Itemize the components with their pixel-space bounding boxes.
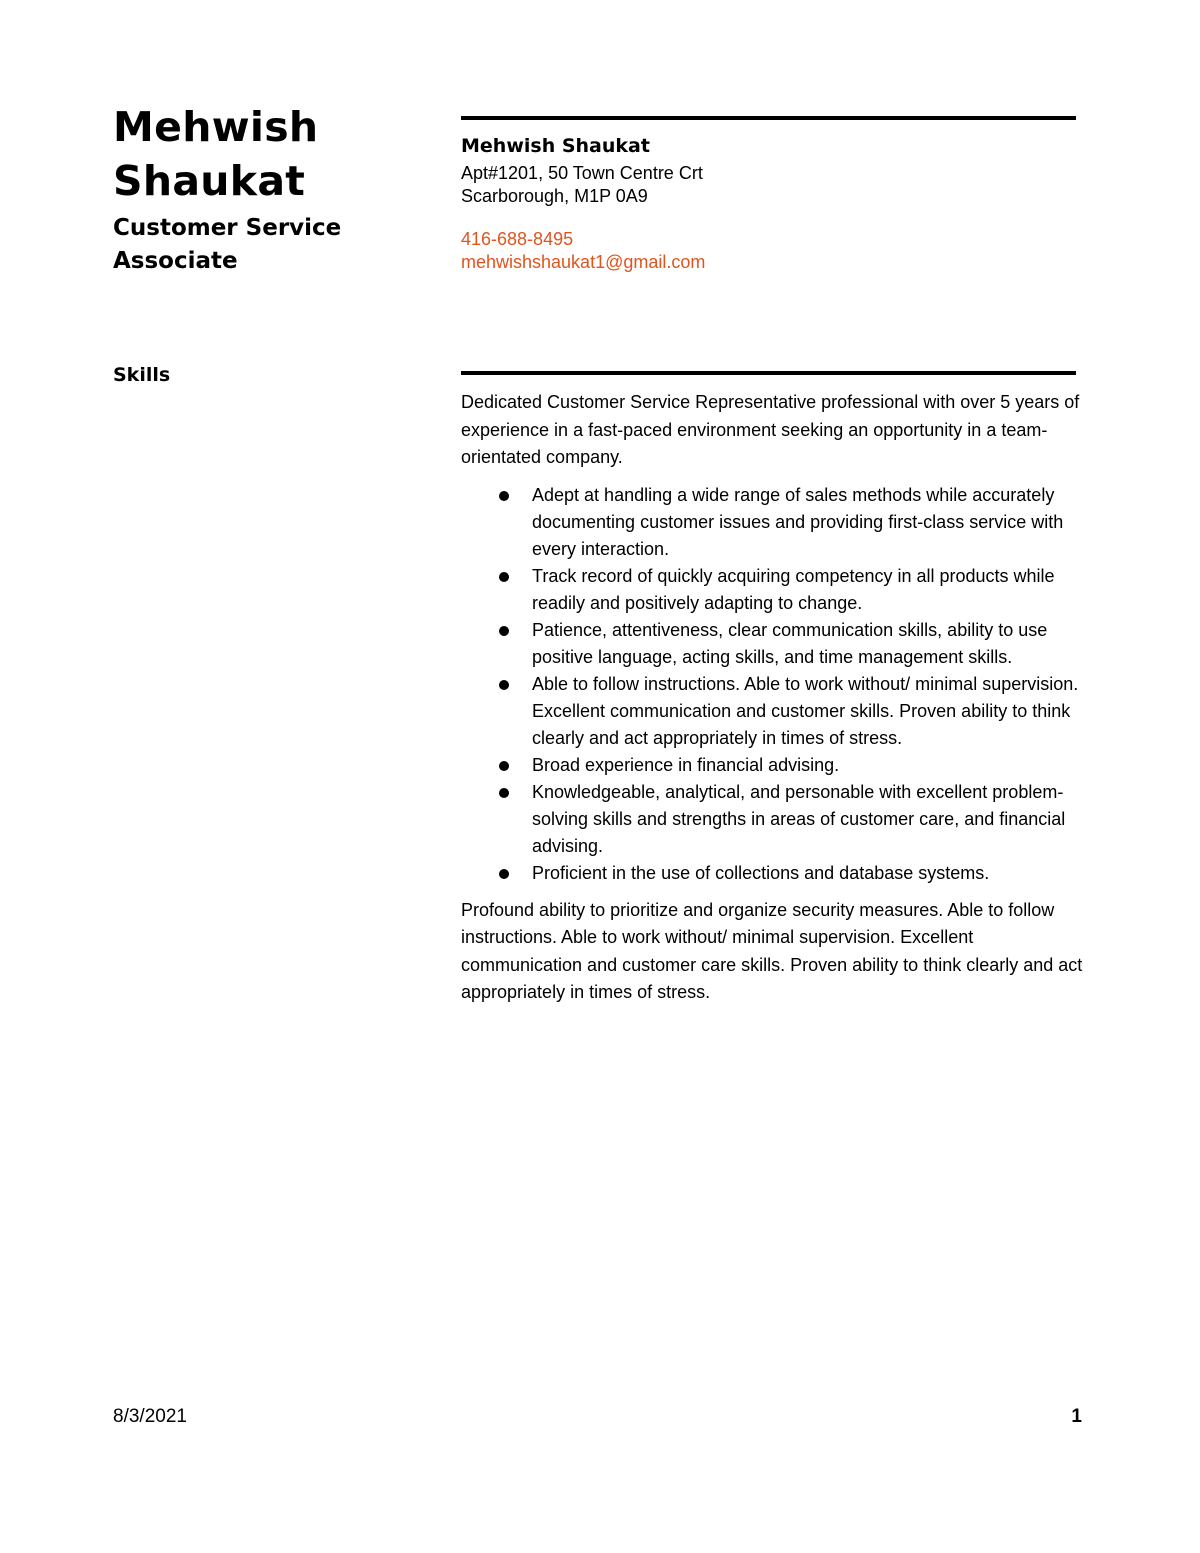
skill-text: Track record of quickly acquiring competency in all products while readily and positively adapting to change.: [532, 565, 1055, 613]
skills-section-label: Skills: [113, 364, 171, 386]
address-line-1: Apt#1201, 50 Town Centre Crt: [461, 163, 703, 183]
skill-text: Able to follow instructions. Able to work without/ minimal supervision. Excellent communication and customer skills. Proven ability to think clearly and act appropriately in times of stress.: [532, 673, 1079, 748]
job-title-heading: [113, 212, 413, 278]
skill-text: Adept at handling a wide range of sales methods while accurately documenting customer issues and providing first-class service with every interaction.: [532, 484, 1064, 559]
job-title-line2: Associate: [113, 248, 238, 274]
footer-date: 8/3/2021: [113, 1406, 187, 1427]
skills-content: [461, 389, 1086, 1007]
candidate-name-heading: [113, 100, 413, 208]
skill-text: Patience, attentiveness, clear communication skills, ability to use positive language, acting skills, and time management skills.: [532, 619, 1048, 667]
skills-closing-paragraph: Profound ability to prioritize and organize security measures. Able to follow instructions. Able to work without/ minimal supervision. Excellent communication and customer care skills. Proven ability to think clearly and act appropriately in times of stress.: [461, 899, 1083, 1002]
bullet-icon: [499, 491, 509, 501]
contact-block: [461, 132, 1081, 274]
list-item: [532, 671, 1086, 752]
email-link[interactable]: mehwishshaukat1@gmail.com: [461, 252, 706, 272]
bullet-icon: [499, 869, 509, 879]
skills-summary: Dedicated Customer Service Representative professional with over 5 years of experience in a fast-paced environment seeking an opportunity in a team-orientated company.: [461, 392, 1080, 467]
list-item: [532, 860, 1086, 887]
bullet-icon: [499, 680, 509, 690]
page-number: 1: [1071, 1406, 1082, 1427]
contact-name: Mehwish Shaukat: [461, 135, 650, 157]
list-item: [532, 482, 1086, 563]
skill-text: Proficient in the use of collections and database systems.: [532, 862, 990, 883]
name-line-last: Shaukat: [113, 157, 306, 205]
name-line-first: Mehwish: [113, 103, 319, 151]
top-divider: [461, 116, 1076, 120]
contact-spacer: [461, 208, 1081, 228]
skill-text: Broad experience in financial advising.: [532, 754, 840, 775]
bullet-icon: [499, 788, 509, 798]
phone-number[interactable]: 416-688-8495: [461, 229, 574, 249]
list-item: [532, 617, 1086, 671]
skills-list: [461, 482, 1086, 887]
job-title-line1: Customer Service: [113, 215, 342, 241]
address-line-2: Scarborough, M1P 0A9: [461, 186, 648, 206]
bullet-icon: [499, 761, 509, 771]
bullet-icon: [499, 572, 509, 582]
skills-divider: [461, 371, 1076, 375]
bullet-icon: [499, 626, 509, 636]
list-item: [532, 752, 1086, 779]
skill-text: Knowledgeable, analytical, and personable with excellent problem-solving skills and strengths in areas of customer care, and financial advising.: [532, 781, 1066, 856]
list-item: [532, 779, 1086, 860]
list-item: [532, 563, 1086, 617]
